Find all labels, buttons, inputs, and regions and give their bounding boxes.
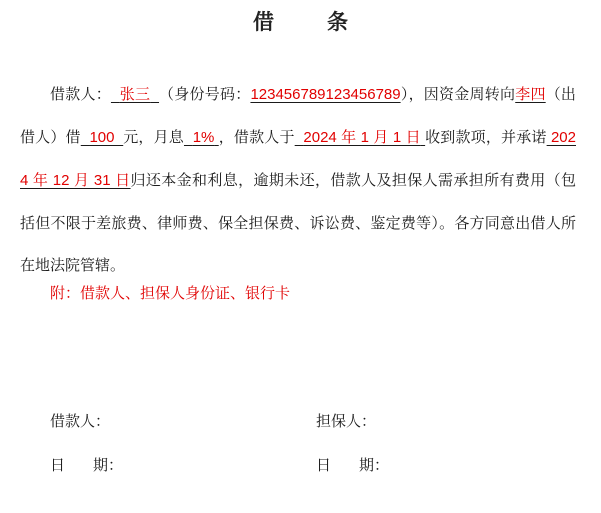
attachment-note: 附：借款人、担保人身份证、银行卡	[50, 284, 291, 302]
receive-date-value: 2024 年 1 月 1 日	[303, 129, 421, 146]
receive-suffix: 收到款项，并承诺	[425, 128, 547, 146]
lender-name-field[interactable]: 李四	[515, 86, 546, 103]
borrower-name: 张三	[119, 86, 151, 103]
borrower-name-field[interactable]	[111, 86, 159, 103]
guarantor-date-label	[316, 454, 389, 475]
guarantor-date-char1: 日	[316, 456, 332, 474]
borrower-date-label	[50, 454, 123, 475]
amount-unit: 元，月息	[123, 128, 184, 146]
date-prefix: ，借款人于	[218, 128, 295, 146]
guarantor-date-char2: 期：	[359, 456, 390, 474]
guarantor-signature-label: 担保人：	[316, 412, 377, 430]
repay-suffix: 归还本金和利息，逾期未还，借款人及担保人需承担所有费用（包括但不限于差旅费、律师费、保全担保费、诉讼费、鉴定费等）。各方同意出借人所在地法院管辖。	[20, 171, 576, 274]
amount-field[interactable]	[81, 129, 123, 146]
receive-date-field[interactable]	[295, 129, 425, 146]
interest-rate-field[interactable]	[184, 129, 219, 146]
id-prefix: （身份号码：	[159, 85, 251, 103]
repay-date-value: 2024 年 12 月 31 日	[20, 129, 576, 189]
borrower-date-char2: 期：	[93, 456, 124, 474]
document-title: 借 条	[253, 9, 364, 34]
id-number-field[interactable]: 123456789123456789	[250, 86, 401, 103]
interest-rate-value: 1%	[192, 129, 215, 146]
loan-body-paragraph	[20, 73, 576, 286]
amount-value: 100	[89, 129, 115, 146]
lender-suffix: （出借人）借	[20, 85, 576, 146]
reason-text: ），因资金周转向	[400, 85, 516, 103]
borrower-date-char1: 日	[50, 456, 66, 474]
borrower-label: 借款人：	[50, 85, 111, 103]
borrower-signature-label: 借款人：	[50, 412, 111, 430]
